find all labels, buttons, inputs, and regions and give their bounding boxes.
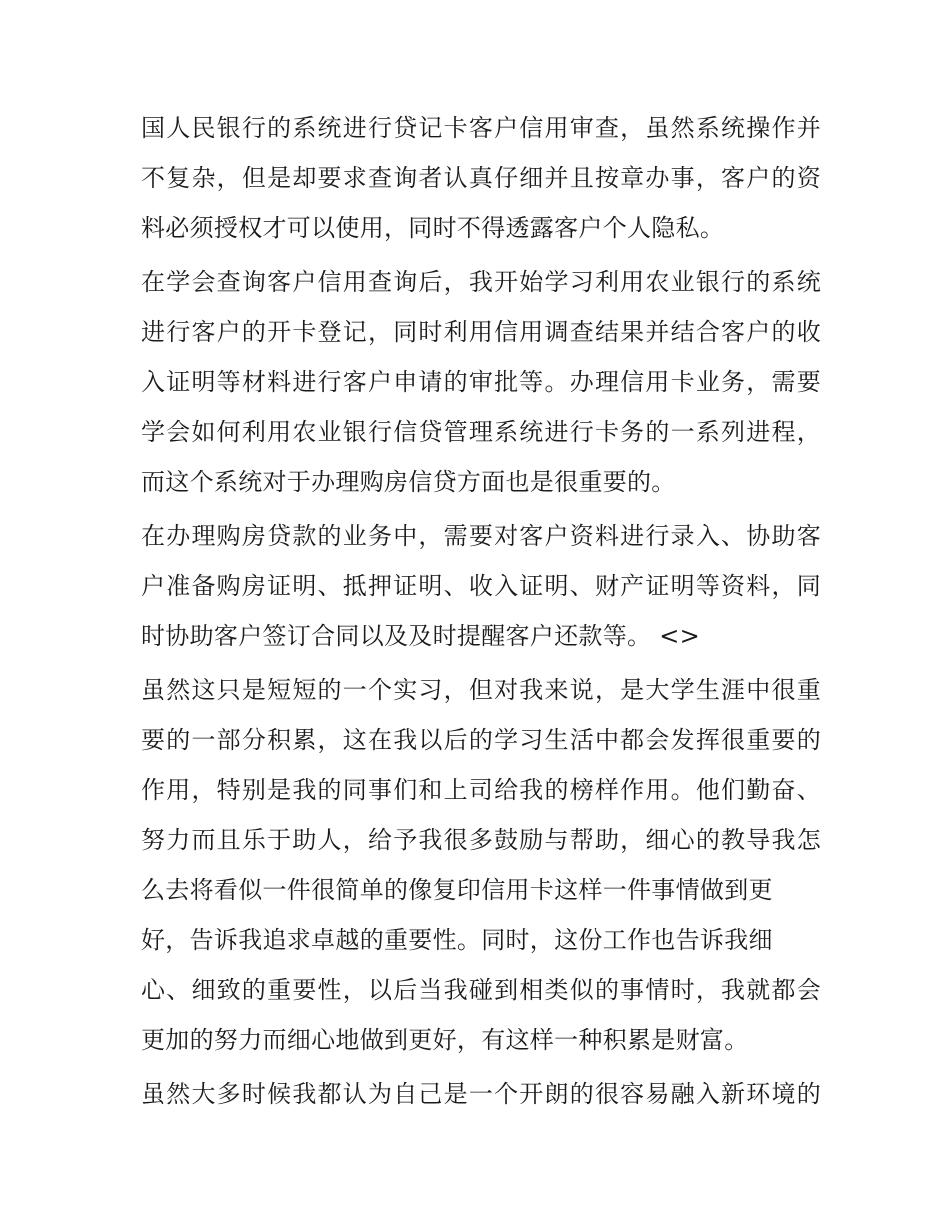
- text-line: 更加的努力而细心地做到更好，有这样一种积累是财富。: [141, 1026, 749, 1054]
- text-line: 进行客户的开卡登记，同时利用信用调查结果并结合客户的收: [141, 318, 821, 346]
- text-line: 户准备购房证明、抵押证明、收入证明、财产证明等资料，同: [141, 572, 821, 600]
- text-line: 在学会查询客户信用查询后，我开始学习利用农业银行的系统: [141, 268, 821, 296]
- text-line: 努力而且乐于助人，给予我很多鼓励与帮助，细心的教导我怎: [141, 826, 821, 854]
- text-line: 作用，特别是我的同事们和上司给我的榜样作用。他们勤奋、: [141, 776, 821, 804]
- text-line: 国人民银行的系统进行贷记卡客户信用审查，虽然系统操作并: [141, 114, 821, 142]
- text-line: 学会如何利用农业银行信贷管理系统进行卡务的一系列进程，: [141, 418, 821, 446]
- text-line: 虽然大多时候我都认为自己是一个开朗的很容易融入新环境的: [141, 1080, 821, 1108]
- text-line: 料必须授权才可以使用，同时不得透露客户个人隐私。: [141, 214, 725, 242]
- text-line: 入证明等材料进行客户申请的审批等。办理信用卡业务，需要: [141, 368, 821, 396]
- text-line: 么去将看似一件很简单的像复印信用卡这样一件事情做到更: [141, 876, 773, 904]
- text-line: 虽然这只是短短的一个实习，但对我来说，是大学生涯中很重: [141, 676, 821, 704]
- text-line: 心、细致的重要性，以后当我碰到相类似的事情时，我就都会: [141, 976, 821, 1004]
- text-line: 不复杂，但是却要求查询者认真仔细并且按章办事，客户的资: [141, 164, 821, 192]
- text-line: 时协助客户签订合同以及及时提醒客户还款等。 <>: [141, 622, 701, 650]
- text-line: 要的一部分积累，这在我以后的学习生活中都会发挥很重要的: [141, 726, 821, 754]
- text-line: 在办理购房贷款的业务中，需要对客户资料进行录入、协助客: [141, 522, 821, 550]
- text-line: 好，告诉我追求卓越的重要性。同时，这份工作也告诉我细: [141, 926, 773, 954]
- text-line: 而这个系统对于办理购房信贷方面也是很重要的。: [141, 468, 676, 496]
